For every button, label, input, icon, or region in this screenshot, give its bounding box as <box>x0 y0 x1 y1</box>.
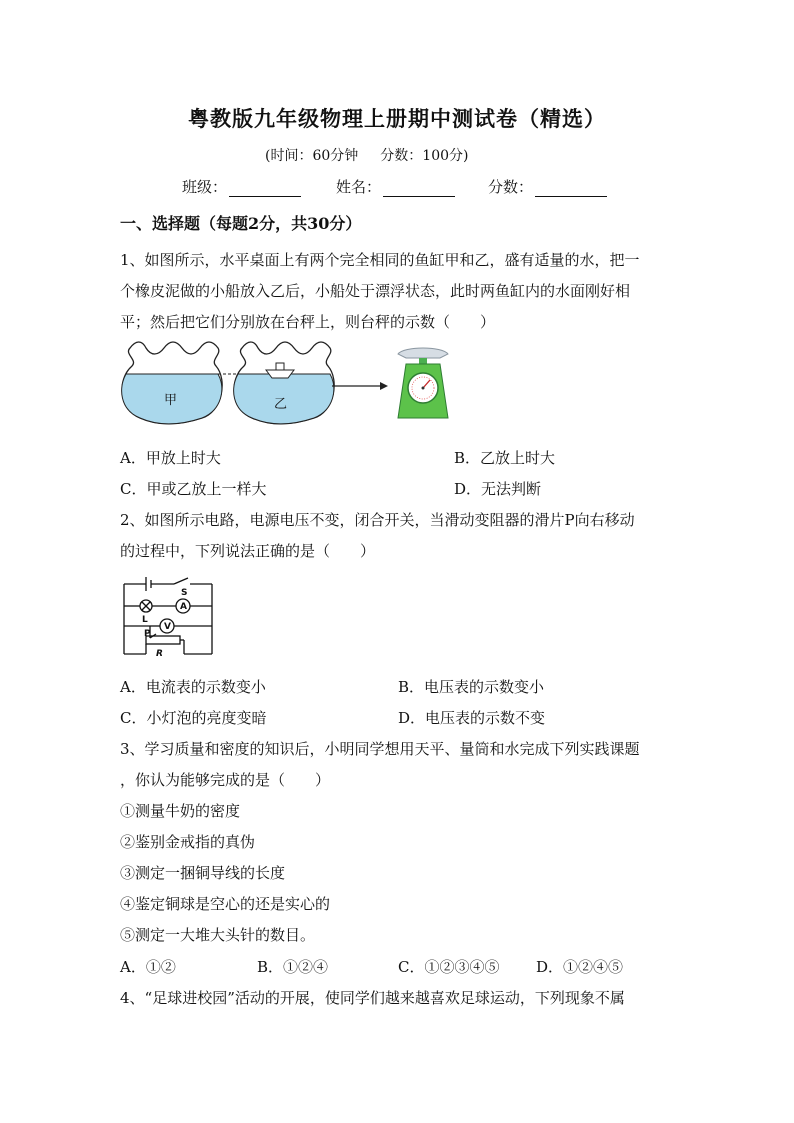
q4-line-1: 4、“足球进校园”活动的开展，使同学们越来越喜欢足球运动，下列现象不属 <box>120 989 625 1007</box>
name-blank <box>383 182 455 197</box>
q2-option-c: C．小灯泡的亮度变暗 <box>120 709 267 727</box>
fish-tank-figure <box>118 340 478 430</box>
rheostat-label: R <box>156 649 163 659</box>
q3-option-b: B．①②④ <box>257 958 329 976</box>
name-label: 姓名： <box>336 178 382 196</box>
arrow-head <box>380 382 388 390</box>
boat-cabin <box>276 363 284 370</box>
q3-item-2: ②鉴别金戒指的真伪 <box>120 833 256 851</box>
q1-option-a: A．甲放上时大 <box>120 449 221 467</box>
q2-line-2: 的过程中，下列说法正确的是（ ） <box>120 542 376 560</box>
total-score: 分数：100分) <box>380 148 469 164</box>
section-heading: 一、选择题（每题2分，共30分） <box>120 214 362 233</box>
score-field <box>488 176 607 197</box>
q3-option-d: D．①②④⑤ <box>536 958 624 976</box>
exam-meta <box>265 145 468 165</box>
q2-line-1: 2、如图所示电路，电源电压不变，闭合开关，当滑动变阻器的滑片P向右移动 <box>120 511 635 529</box>
q1-line-1: 1、如图所示，水平桌面上有两个完全相同的鱼缸甲和乙，盛有适量的水，把一 <box>120 251 640 269</box>
class-blank <box>229 182 301 197</box>
score-label: 分数： <box>488 178 534 196</box>
circuit-diagram <box>118 574 218 664</box>
q1-line-3: 平；然后把它们分别放在台秤上，则台秤的示数（ ） <box>120 313 496 331</box>
class-label: 班级： <box>182 178 228 196</box>
label-jia: 甲 <box>164 393 178 408</box>
q1-option-d: D．无法判断 <box>454 480 542 498</box>
q2-option-a: A．电流表的示数变小 <box>120 678 266 696</box>
lamp-label: L <box>142 615 148 625</box>
switch-label: S <box>181 588 188 598</box>
scale-icon <box>398 348 448 418</box>
q3-option-c: C．①②③④⑤ <box>398 958 500 976</box>
time-limit: (时间：60分钟 <box>265 148 359 164</box>
class-field <box>182 176 301 197</box>
q3-line-1: 3、学习质量和密度的知识后，小明同学想用天平、量筒和水完成下列实践课题 <box>120 740 640 758</box>
q1-option-c: C．甲或乙放上一样大 <box>120 480 267 498</box>
voltmeter-label: V <box>164 622 171 632</box>
q3-option-a: A．①② <box>120 958 176 976</box>
q3-item-3: ③测定一捆铜导线的长度 <box>120 864 286 882</box>
q1-line-2: 个橡皮泥做的小船放入乙后，小船处于漂浮状态，此时两鱼缸内的水面刚好相 <box>120 282 631 300</box>
ammeter-label: A <box>180 602 187 612</box>
label-yi: 乙 <box>274 397 288 412</box>
q3-line-2: ，你认为能够完成的是（ ） <box>120 771 331 789</box>
q3-item-1: ①测量牛奶的密度 <box>120 802 241 820</box>
q2-option-d: D．电压表的示数不变 <box>398 709 546 727</box>
slider-label: P <box>144 629 151 639</box>
score-blank <box>535 182 607 197</box>
q3-item-5: ⑤测定一大堆大头针的数目。 <box>120 926 316 944</box>
q1-option-b: B．乙放上时大 <box>454 449 556 467</box>
name-field <box>336 176 455 197</box>
q2-option-b: B．电压表的示数变小 <box>398 678 545 696</box>
q3-item-4: ④鉴定铜球是空心的还是实心的 <box>120 895 331 913</box>
page-title: 粤教版九年级物理上册期中测试卷（精选） <box>188 106 606 131</box>
